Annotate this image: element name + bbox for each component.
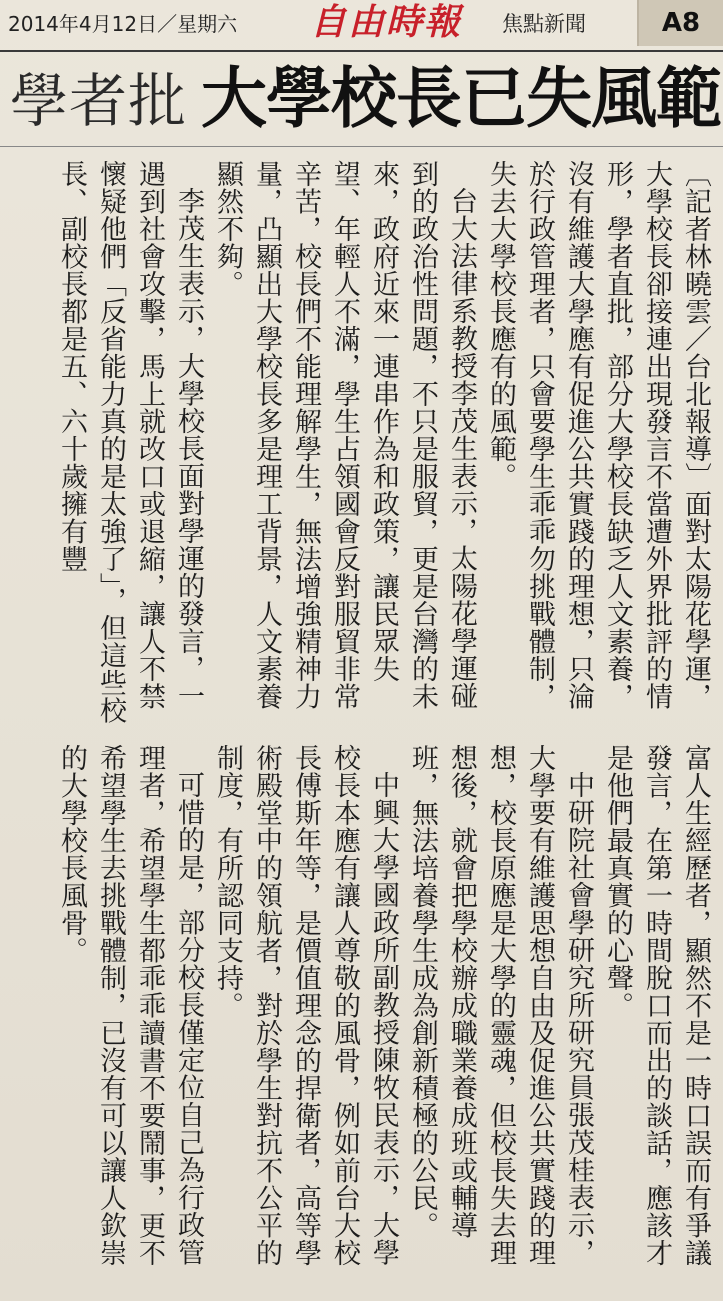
section-name: 焦點新聞 (502, 12, 586, 36)
article-paragraph: 富人生經歷者，顯然不是一時口誤而有爭議發言，在第一時間脫口而出的談話，應該才是他們最真實的心聲。 (602, 744, 711, 1267)
article-paragraph: 李茂生表示，大學校長面對學運的發言，一遇到社會攻擊，馬上就改口或退縮，讓人不禁懷疑他們「反省能力真的是太強了」，但這些校長、副校長都是五、六十歲擁有豐 (56, 160, 204, 724)
headline-divider (0, 146, 723, 147)
article-top-block (9, 160, 715, 730)
headline-kicker: 學者批 (10, 67, 188, 135)
page-header (0, 0, 723, 52)
article-bottom-block (9, 744, 715, 1292)
article-paragraph: 中興大學國政所副教授陳牧民表示，大學校長本應有讓人尊敬的風骨，例如前台大校長傅斯年等，是價值理念的捍衛者，高等學術殿堂中的領航者，對於學生對抗不公平的制度，有所認同支持。 (212, 744, 399, 1267)
headline-title: 大學校長已失風範 (201, 60, 722, 137)
article-paragraph: 可惜的是，部分校長僅定位自己為行政管理者，希望學生都乖乖讀書不要鬧事，更不希望學生去挑戰體制，已沒有可以讓人欽崇的大學校長風骨。 (56, 744, 204, 1267)
paper-logo: 自由時報 (310, 1, 463, 43)
article-paragraph: 台大法律系教授李茂生表示，太陽花學運碰到的政治性問題，不只是服貿，更是台灣的未來，政府近來一連串作為和政策，讓民眾失望、年輕人不滿，學生占領國會反對服貿非常辛苦，校長們不能理解學生，無法增強精神力量，凸顯出大學校長多是理工背景，人文素養顯然不夠。 (212, 160, 477, 710)
article-paragraph: 〔記者林曉雲／台北報導〕面對太陽花學運，大學校長卻接連出現發言不當遭外界批評的情形，學者直批，部分大學校長缺乏人文素養，沒有維護大學應有促進公共實踐的理想，只淪於行政管理者，只會要學生乖乖勿挑戰體制，失去大學校長應有的風範。 (485, 160, 711, 710)
issue-date: 2014年4月12日／星期六 (8, 12, 238, 36)
page-number-badge: A8 (637, 0, 723, 46)
headline (10, 58, 721, 140)
article-paragraph: 中研院社會學研究所研究員張茂桂表示，大學要有維護思想自由及促進公共實踐的理想，校長原應是大學的靈魂，但校長失去理想後，就會把學校辦成職業養成班或輔導班，無法培養學生成為創新積極的公民。 (407, 744, 594, 1267)
header-divider (0, 50, 723, 52)
